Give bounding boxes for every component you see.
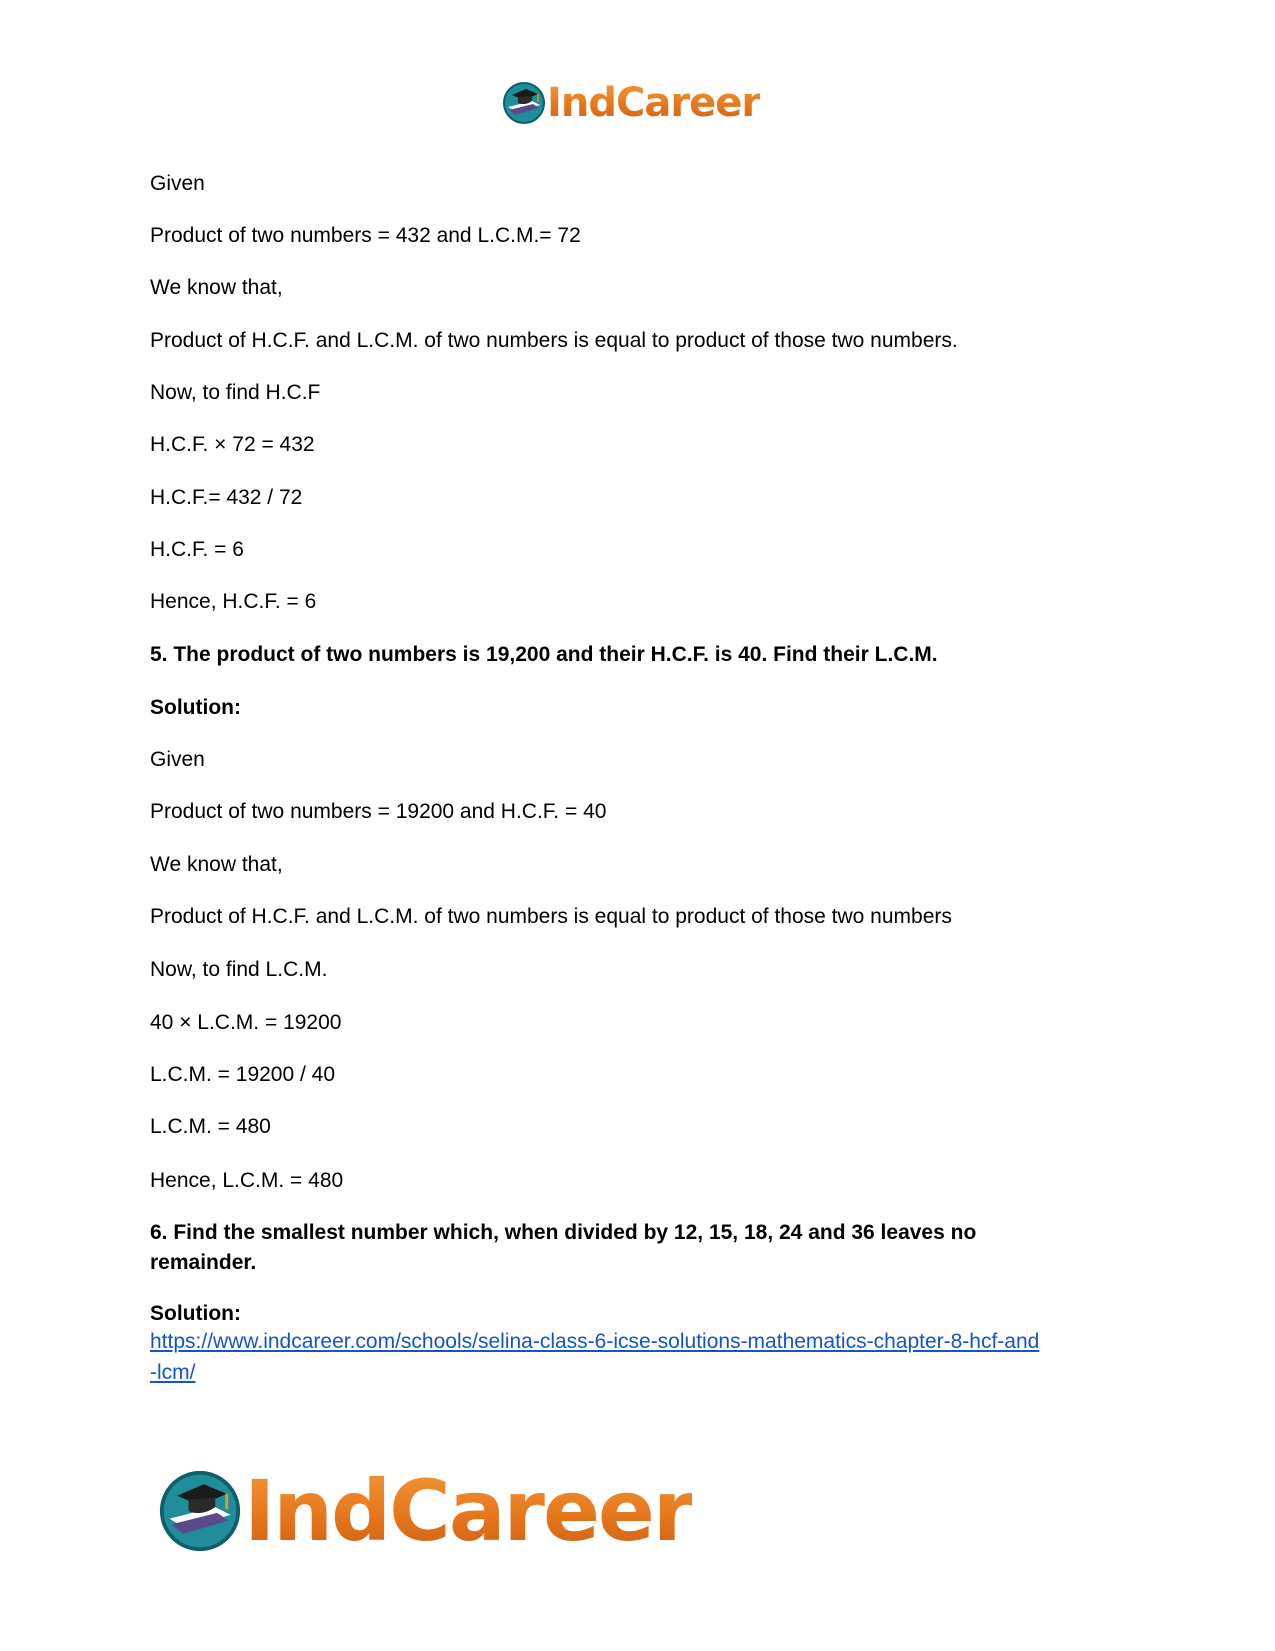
- source-link-line1[interactable]: https://www.indcareer.com/schools/selina-class-6-icse-solutions-mathematics-chapter-8-hcf-and: [150, 1330, 1040, 1353]
- text-line: H.C.F.= 432 / 72: [150, 486, 303, 509]
- source-link[interactable]: [150, 1326, 1130, 1388]
- question-heading: 5. The product of two numbers is 19,200 and their H.C.F. is 40. Find their L.C.M.: [150, 643, 938, 666]
- question-heading-cont: remainder.: [150, 1251, 257, 1274]
- text-line: Hence, H.C.F. = 6: [150, 590, 317, 613]
- question-heading: 6. Find the smallest number which, when divided by 12, 15, 18, 24 and 36 leaves no: [150, 1221, 977, 1244]
- brand-name: IndCareer: [244, 1462, 693, 1560]
- text-line: L.C.M. = 480: [150, 1115, 271, 1138]
- graduation-book-icon: [158, 1469, 242, 1553]
- solution-label: Solution:: [150, 696, 241, 719]
- text-line: Product of two numbers = 432 and L.C.M.= 72: [150, 224, 581, 247]
- text-line: H.C.F. = 6: [150, 538, 244, 561]
- text-line: Hence, L.C.M. = 480: [150, 1169, 344, 1192]
- brand-name: IndCareer: [547, 80, 761, 126]
- solution-label: Solution:: [150, 1302, 241, 1325]
- text-line: We know that,: [150, 276, 283, 299]
- text-line: We know that,: [150, 853, 283, 876]
- text-line: Given: [150, 748, 205, 771]
- text-line: Given: [150, 172, 205, 195]
- text-line: Product of H.C.F. and L.C.M. of two numbers is equal to product of those two numbers: [150, 905, 952, 928]
- text-line: Now, to find H.C.F: [150, 381, 321, 404]
- text-line: Now, to find L.C.M.: [150, 958, 328, 981]
- header-logo: [502, 80, 760, 126]
- text-line: H.C.F. × 72 = 432: [150, 433, 315, 456]
- text-line: Product of two numbers = 19200 and H.C.F. = 40: [150, 800, 607, 823]
- text-line: Product of H.C.F. and L.C.M. of two numbers is equal to product of those two numbers.: [150, 329, 958, 352]
- text-line: L.C.M. = 19200 / 40: [150, 1063, 336, 1086]
- text-line: 40 × L.C.M. = 19200: [150, 1011, 342, 1034]
- graduation-book-icon: [502, 81, 546, 125]
- source-link-line2[interactable]: -lcm/: [150, 1361, 196, 1384]
- footer-logo: [158, 1462, 692, 1560]
